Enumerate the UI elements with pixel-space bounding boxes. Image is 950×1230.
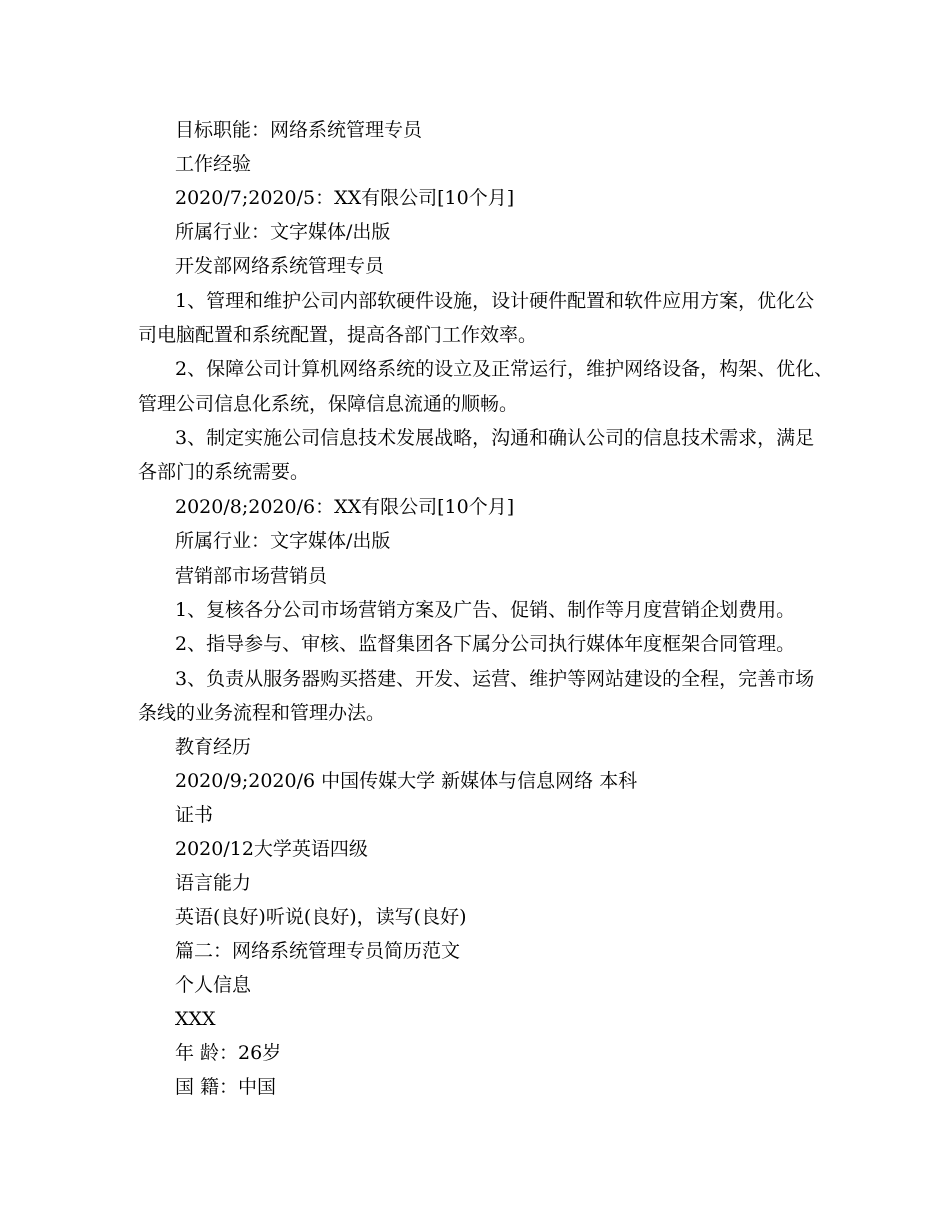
certificate-entry: 2020/12大学英语四级 [175,838,368,860]
job-industry: 所属行业：文字媒体/出版 [175,221,391,243]
person-nationality: 国 籍：中国 [175,1076,277,1098]
language-entry: 英语(良好)听说(良好)，读写(良好) [175,906,467,928]
section-heading-education: 教育经历 [175,736,252,758]
duty-line: 1、管理和维护公司内部软硬件设施，设计硬件配置和软件应用方案，优化公 [175,290,815,312]
section-heading-language: 语言能力 [175,872,252,894]
job-period: 2020/8;2020/6：XX有限公司[10个月] [175,496,515,518]
duty-line-continued: 管理公司信息化系统，保障信息流通的顺畅。 [138,393,519,415]
job-title: 开发部网络系统管理专员 [175,255,385,277]
section-heading-personal-info: 个人信息 [175,974,252,996]
job-period: 2020/7;2020/5：XX有限公司[10个月] [175,187,515,209]
duty-line: 2、指导参与、审核、监督集团各下属分公司执行媒体年度框架合同管理。 [175,633,796,655]
person-name: XXX [175,1008,216,1030]
education-entry: 2020/9;2020/6 中国传媒大学 新媒体与信息网络 本科 [175,770,638,792]
part-two-title: 篇二：网络系统管理专员简历范文 [175,940,461,962]
duty-line: 3、制定实施公司信息技术发展战略，沟通和确认公司的信息技术需求，满足 [175,427,815,449]
target-position: 目标职能：网络系统管理专员 [175,119,423,141]
job-industry: 所属行业：文字媒体/出版 [175,530,391,552]
section-heading-certificates: 证书 [175,804,214,826]
job-title: 营销部市场营销员 [175,565,328,587]
duty-line: 2、保障公司计算机网络系统的设立及正常运行，维护网络设备，构架、优化、 [175,358,834,380]
person-age: 年 龄：26岁 [175,1042,282,1064]
duty-line-continued: 司电脑配置和系统配置，提高各部门工作效率。 [138,324,538,346]
section-heading-work-experience: 工作经验 [175,153,252,175]
duty-line-continued: 条线的业务流程和管理办法。 [138,702,386,724]
duty-line: 3、负责从服务器购买搭建、开发、运营、维护等网站建设的全程，完善市场 [175,668,815,690]
duty-line-continued: 各部门的系统需要。 [138,461,310,483]
duty-line: 1、复核各分公司市场营销方案及广告、促销、制作等月度营销企划费用。 [175,599,796,621]
